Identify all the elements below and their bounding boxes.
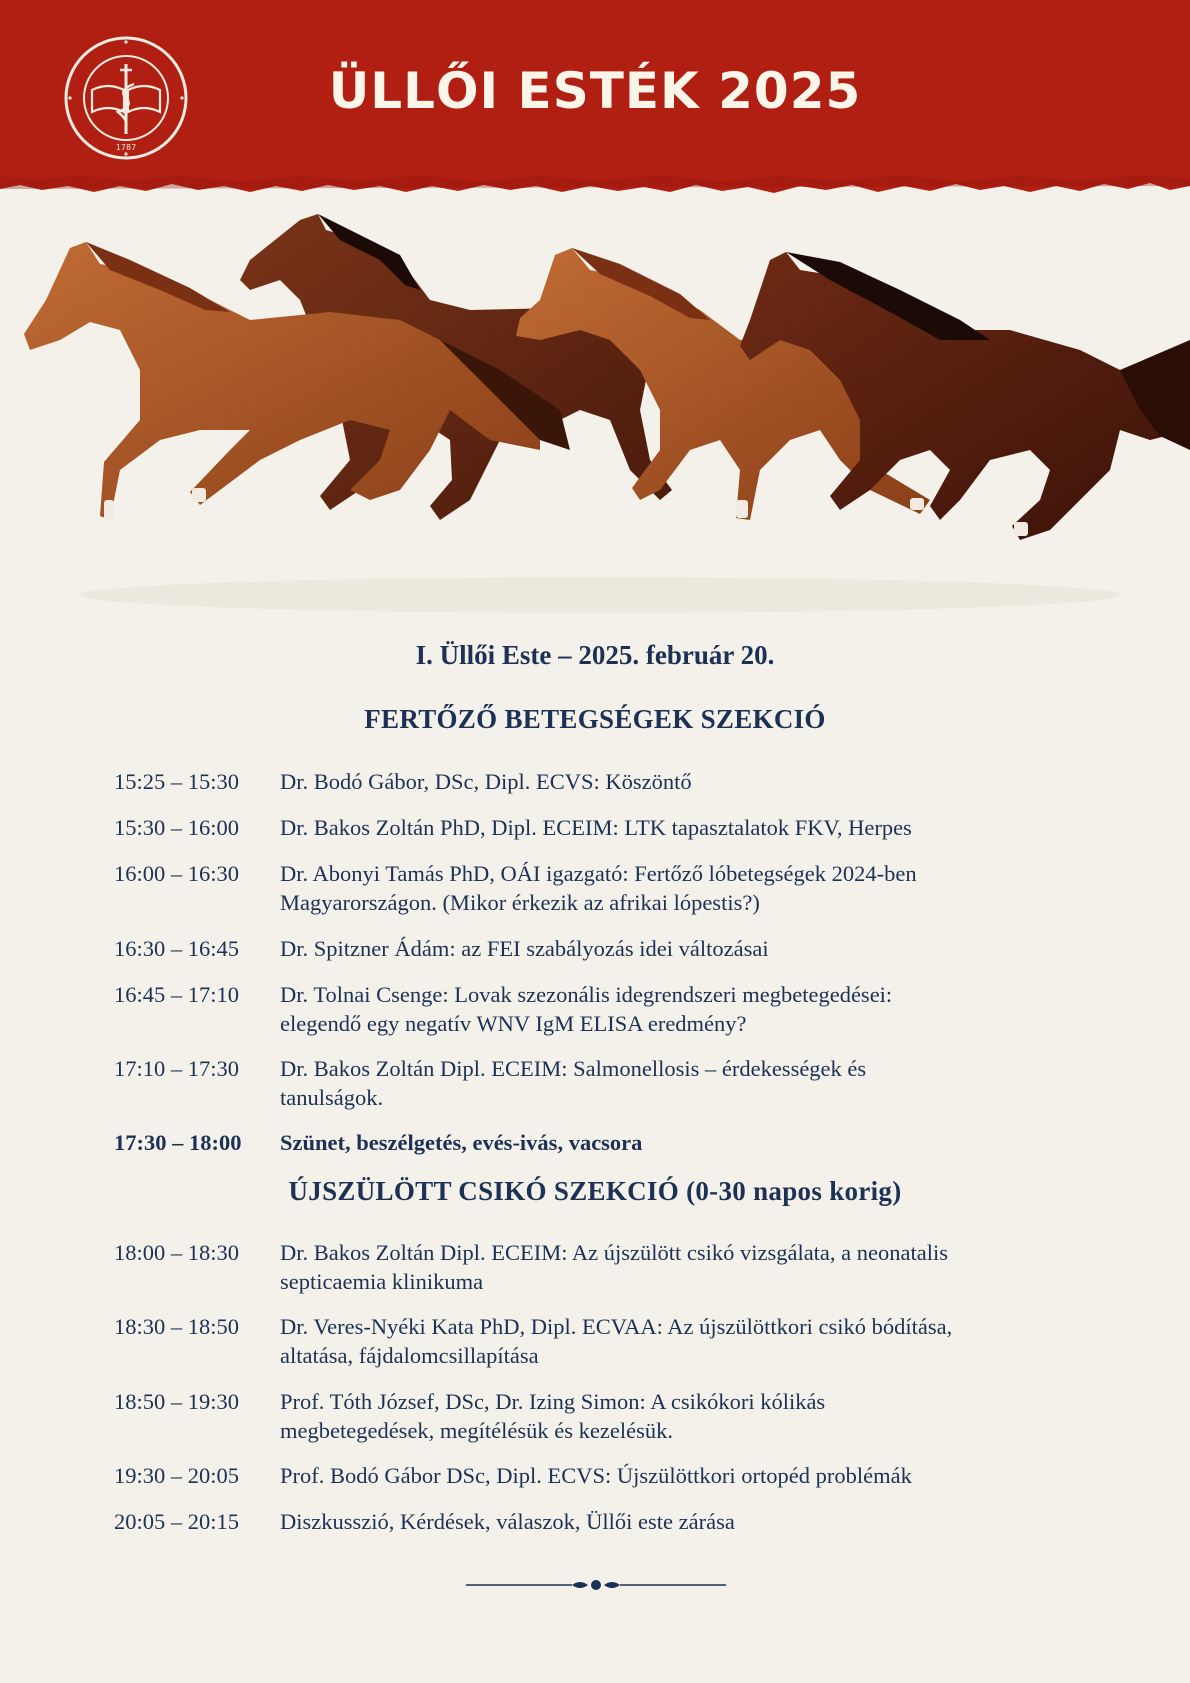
schedule-time: 16:45 – 17:10	[114, 982, 240, 1007]
schedule-text: Szünet, beszélgetés, evés-ivás, vacsora	[280, 1130, 643, 1155]
schedule-text: Dr. Bodó Gábor, DSc, Dipl. ECVS: Köszöntő	[280, 769, 692, 794]
schedule-time: 18:30 – 18:50	[114, 1314, 240, 1339]
schedule-text: Prof. Bodó Gábor DSc, Dipl. ECVS: Újszülöttkori ortopéd problémák	[280, 1463, 912, 1488]
page-title: ÜLLŐI ESTÉK 2025	[328, 62, 862, 120]
ornament-divider	[466, 1574, 726, 1596]
schedule-time: 20:05 – 20:15	[114, 1509, 240, 1534]
section-title-newborn-foal: ÚJSZÜLÖTT CSIKÓ SZEKCIÓ (0-30 napos korig)	[288, 1176, 902, 1206]
schedule-text: elegendő egy negatív WNV IgM ELISA eredmény?	[280, 1011, 747, 1036]
schedule-text: Magyarországon. (Mikor érkezik az afrikai lópestis?)	[280, 890, 760, 915]
schedule-time: 18:50 – 19:30	[114, 1389, 240, 1414]
logo-year: 1787	[115, 143, 137, 152]
schedule-text: tanulságok.	[280, 1085, 384, 1110]
schedule-time: 15:30 – 16:00	[114, 815, 240, 840]
schedule-text: Dr. Abonyi Tamás PhD, OÁI igazgató: Fertőző lóbetegségek 2024-ben	[280, 861, 917, 886]
schedule-text: septicaemia klinikuma	[280, 1269, 484, 1294]
schedule-text: Dr. Bakos Zoltán Dipl. ECEIM: Salmonellosis – érdekességek és	[280, 1056, 867, 1081]
schedule-time: 15:25 – 15:30	[114, 769, 240, 794]
schedule-text: Dr. Spitzner Ádám: az FEI szabályozás idei változásai	[280, 936, 769, 961]
schedule-text: Dr. Tolnai Csenge: Lovak szezonális idegrendszeri megbetegedései:	[280, 982, 893, 1007]
schedule-text: Dr. Bakos Zoltán Dipl. ECEIM: Az újszülött csikó vizsgálata, a neonatalis	[280, 1240, 949, 1265]
schedule-time: 16:00 – 16:30	[114, 861, 240, 886]
schedule-text: Diszkusszió, Kérdések, válaszok, Üllői este zárása	[280, 1509, 735, 1534]
galloping-horses-image	[0, 200, 1190, 620]
section-title-infectious: FERTŐZŐ BETEGSÉGEK SZEKCIÓ	[364, 704, 826, 734]
schedule-time: 19:30 – 20:05	[114, 1463, 240, 1488]
schedule-text: Prof. Tóth József, DSc, Dr. Izing Simon: A csikókori kólikás	[280, 1389, 826, 1414]
schedule-text: Dr. Veres-Nyéki Kata PhD, Dipl. ECVAA: Az újszülöttkori csikó bódítása,	[280, 1314, 953, 1339]
schedule-text: megbetegedések, megítélésük és kezelésük.	[280, 1418, 673, 1443]
schedule-text: altatása, fájdalomcsillapítása	[280, 1343, 539, 1368]
schedule-time: 17:10 – 17:30	[114, 1056, 240, 1081]
header-band	[0, 0, 1190, 200]
schedule-time: 16:30 – 16:45	[114, 936, 240, 961]
schedule-text: Dr. Bakos Zoltán PhD, Dipl. ECEIM: LTK tapasztalatok FKV, Herpes	[280, 815, 912, 840]
schedule-time: 18:00 – 18:30	[114, 1240, 240, 1265]
event-title: I. Üllői Este – 2025. február 20.	[415, 640, 775, 670]
schedule-time: 17:30 – 18:00	[114, 1130, 242, 1155]
